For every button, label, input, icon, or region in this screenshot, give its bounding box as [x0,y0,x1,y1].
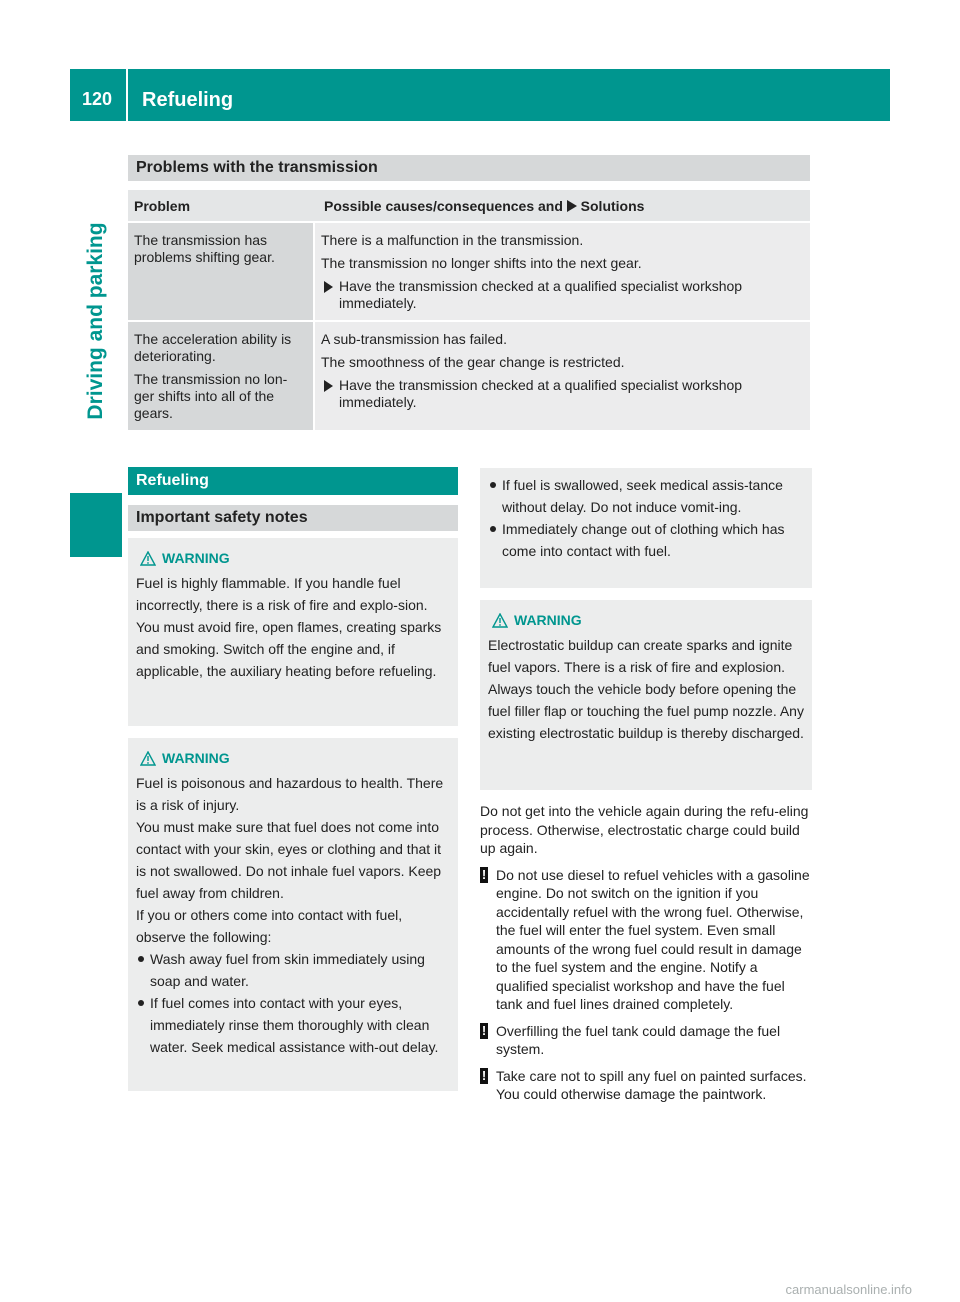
problem-text: The transmission has problems shifting gear. [134,232,275,265]
exclamation-icon: ! [481,1067,487,1083]
solution-step: Have the transmission checked at a qualified specialist workshop immediately. [321,278,804,312]
warning-text: Electrostatic buildup can create sparks and ignite fuel vapors. There is a risk of fire and explosion. [488,637,793,675]
side-chapter-marker [70,493,122,557]
warning-text: Always touch the vehicle body before opening the fuel filler flap or touching the fuel pump nozzle. Any existing electrostatic buildup is thereby discharged. [488,681,804,741]
problem-text: The acceleration ability is deteriorating. [134,331,292,364]
solution-step: Have the transmission checked at a qualified specialist workshop immediately. [321,377,804,411]
warning-box-continued [480,468,812,588]
col-problem-header: Problem [134,198,191,214]
page-number: 120 [82,89,113,109]
table-title: Problems with the transmission [128,155,810,181]
causes-cell [315,322,810,430]
cause-text: A sub-transmission has failed. [321,331,507,347]
warning-text: If you or others come into contact with fuel, observe the following: [136,907,403,945]
subsection-title: Important safety notes [128,505,458,531]
side-chapter-label: Driving and parking [84,222,107,420]
header-divider [126,69,128,121]
cause-text: The smoothness of the gear change is restricted. [321,354,625,370]
bullet-dot-icon [138,956,144,962]
warning-triangle-icon [492,613,508,628]
footer-watermark: carmanualsonline.info [785,1282,912,1297]
section-title: Refueling [128,467,458,495]
warning-text: You must make sure that fuel does not come into contact with your skin, eyes or clothing and that it is not swallowed. Do not inhale fuel vapors. Keep fuel away from children. [136,819,442,901]
bullet-item: If fuel comes into contact with your eyes, immediately rinse them thoroughly with clean water. Seek medical assistance with-out delay. [136,992,450,1058]
table-row [128,322,810,430]
exclamation-icon: ! [481,866,487,882]
note-item: ! Overfilling the fuel tank could damage the fuel system. [481,1022,781,1057]
arrow-right-icon [324,380,333,392]
cause-text: There is a malfunction in the transmission. [321,232,584,248]
body-text-block [480,802,812,1104]
table-row [128,223,810,320]
header-title: Refueling [142,89,234,111]
bullet-item: Immediately change out of clothing which has come into contact with fuel. [488,518,804,562]
warning-text: You must avoid fire, open flames, creating sparks and smoking. Switch off the engine and, if applicable, the auxiliary heating before refueling. [136,619,442,679]
problem-text: The transmission no lon-ger shifts into all of the gears. [134,371,288,421]
bullet-dot-icon [138,1000,144,1006]
warning-heading: WARNING [140,748,450,768]
warning-triangle-icon [140,751,156,766]
bullet-dot-icon [490,482,496,488]
warning-text: Fuel is highly flammable. If you handle fuel incorrectly, there is a risk of fire and explo-sion. [136,575,428,613]
warning-box [480,600,812,790]
arrow-right-icon [324,281,333,293]
problem-cell [128,223,313,320]
note-item: ! Do not use diesel to refuel vehicles with a gasoline engine. Do not switch on the ignition if you accidentally refuel with the wrong fuel. Otherwise, the fuel will enter the fuel system. Even small amounts of the wrong fuel could result in damage to the fuel system and the engine. Notify a qualified specialist workshop and have the fuel tank and fuel lines drained completely. [481,866,810,1012]
page-header [70,69,890,121]
arrow-right-icon [567,200,577,212]
exclamation-icon: ! [481,1022,487,1038]
note-item: ! Take care not to spill any fuel on painted surfaces. You could otherwise damage the paintwork. [481,1067,807,1102]
problem-cell [128,322,313,430]
bullet-dot-icon [490,526,496,532]
body-paragraph: Do not get into the vehicle again during the refu-eling process. Otherwise, electrostatic charge could build up again. [480,803,809,856]
col-causes-header: Possible causes/consequences and Solutions [324,198,645,214]
side-chapter-tab [70,175,122,467]
warning-heading: WARNING [492,610,804,630]
warning-text: Fuel is poisonous and hazardous to health. There is a risk of injury. [136,775,444,813]
bullet-item: Wash away fuel from skin immediately using soap and water. [136,948,450,992]
table-header [128,190,810,221]
warning-heading: WARNING [140,548,450,568]
warning-triangle-icon [140,551,156,566]
bullet-item: If fuel is swallowed, seek medical assis-tance without delay. Do not induce vomit-ing. [488,474,804,518]
cause-text: The transmission no longer shifts into the next gear. [321,255,642,271]
causes-cell [315,223,810,320]
warning-box [128,538,458,726]
warning-box [128,738,458,1091]
